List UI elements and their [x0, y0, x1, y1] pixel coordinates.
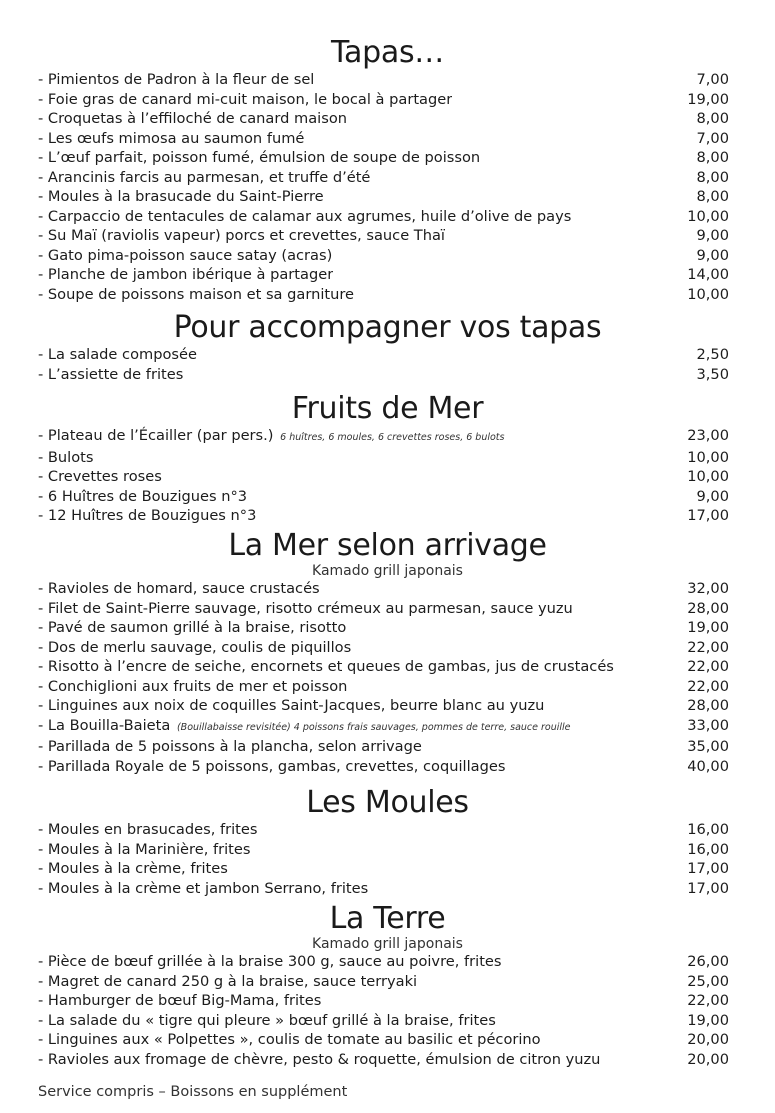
menu-item-name: - Moules à la crème et jambon Serrano, frites [38, 879, 369, 897]
menu-item-price: 10,00 [687, 468, 729, 485]
menu-item-name: - 12 Huîtres de Bouzigues n°3 [38, 507, 257, 524]
menu-section [0, 392, 775, 526]
menu-item [0, 207, 775, 227]
menu-item [0, 991, 775, 1011]
menu-item-price: 17,00 [687, 860, 729, 877]
menu-item-price: 9,00 [696, 487, 729, 505]
menu-section [0, 311, 775, 384]
menu-item-name: - Pièce de bœuf grillée à la braise 300 g, sauce au poivre, frites [38, 953, 502, 970]
menu-item-left [38, 599, 573, 619]
menu-item [0, 757, 775, 777]
menu-item-left [38, 90, 452, 110]
menu-item-left [38, 285, 354, 305]
menu-item-name: - Hamburger de bœuf Big-Mama, frites [38, 992, 322, 1009]
menu-item-price: 8,00 [696, 149, 729, 166]
menu-item-name: - Su Maï (raviolis vapeur) porcs et crevettes, sauce Thaï [38, 227, 445, 244]
menu-item-left [38, 991, 321, 1011]
menu-item-price: 19,00 [687, 1011, 729, 1029]
section-title: La Mer selon arrivage [228, 528, 547, 563]
menu-item-left [38, 365, 183, 385]
menu-item [0, 265, 775, 285]
menu-item-left [38, 487, 247, 507]
menu-item [0, 677, 775, 697]
menu-item-price: 8,00 [696, 188, 729, 205]
menu-item-price: 19,00 [687, 619, 729, 636]
menu-item [0, 879, 775, 899]
menu-item-price: 33,00 [687, 716, 729, 734]
menu-item-price: 16,00 [687, 840, 729, 858]
menu-item [0, 840, 775, 860]
menu-item [0, 365, 775, 385]
menu-item-left [38, 1011, 496, 1031]
menu-item [0, 187, 775, 207]
menu-item-left [38, 638, 351, 658]
menu-item-left [38, 426, 505, 448]
menu-item-left [38, 1050, 600, 1070]
menu-item [0, 579, 775, 599]
menu-item-left [38, 226, 445, 246]
menu-item [0, 716, 775, 738]
menu-item-note: 6 huîtres, 6 moules, 6 crevettes roses, 6 bulots [280, 432, 505, 443]
menu-item [0, 226, 775, 246]
menu-item-name: - Moules à la crème, frites [38, 860, 228, 877]
menu-section [0, 36, 775, 304]
menu-item-price: 9,00 [696, 246, 729, 264]
section-title: Les Moules [306, 785, 469, 820]
menu-item-left [38, 696, 544, 716]
menu-item-left [38, 207, 571, 227]
menu-item-price: 26,00 [687, 953, 729, 970]
section-title: Tapas… [331, 35, 444, 70]
menu-item-price: 7,00 [696, 129, 729, 147]
menu-item-left [38, 506, 256, 526]
menu-item-price: 23,00 [687, 427, 729, 444]
menu-item-price: 35,00 [687, 738, 729, 755]
menu-item-name: - Parillada de 5 poissons à la plancha, selon arrivage [38, 738, 422, 755]
menu-item-left [38, 129, 304, 149]
menu-item-price: 17,00 [687, 879, 729, 897]
section-subtitle: Kamado grill japonais [312, 936, 463, 952]
menu-item-name: - Foie gras de canard mi-cuit maison, le bocal à partager [38, 90, 453, 108]
menu-item [0, 448, 775, 468]
menu-item-price: 10,00 [687, 285, 729, 303]
menu-item [0, 638, 775, 658]
menu-section [0, 786, 775, 898]
menu-item-left [38, 168, 370, 188]
section-subtitle: Kamado grill japonais [312, 563, 463, 579]
menu-item-name: - La salade du « tigre qui pleure » bœuf grillé à la braise, frites [38, 1011, 496, 1029]
menu-item-left [38, 148, 480, 168]
menu-item-name: - Moules en brasucades, frites [38, 821, 258, 838]
menu-item-name: - Croquetas à l’effiloché de canard maison [38, 110, 348, 127]
menu-item-left [38, 757, 505, 777]
menu-item [0, 952, 775, 972]
menu-item-left [38, 1030, 541, 1050]
menu-item-price: 7,00 [696, 71, 729, 88]
menu-item [0, 1011, 775, 1031]
menu-footer: Service compris – Boissons en supplément [38, 1084, 348, 1100]
menu-item-name: - Moules à la brasucade du Saint-Pierre [38, 188, 324, 205]
menu-item [0, 70, 775, 90]
menu-item-left [38, 618, 346, 638]
menu-item-name: - Ravioles aux fromage de chèvre, pesto & roquette, émulsion de citron yuzu [38, 1050, 601, 1068]
menu-item [0, 859, 775, 879]
menu-item-left [38, 345, 197, 365]
menu-item-left [38, 737, 422, 757]
menu-item [0, 657, 775, 677]
menu-item-left [38, 972, 417, 992]
menu-item-name: - La Bouilla-Baieta [38, 716, 171, 734]
menu-item-left [38, 859, 228, 879]
menu-item [0, 972, 775, 992]
menu-item [0, 487, 775, 507]
menu-item-price: 22,00 [687, 658, 729, 675]
menu-item-price: 3,50 [696, 365, 729, 383]
menu-item-name: - Arancinis farcis au parmesan, et truffe d’été [38, 168, 371, 186]
menu-item-price: 14,00 [687, 266, 729, 283]
menu-section [0, 902, 775, 1069]
menu-item-left [38, 265, 333, 285]
menu-item-note: (Bouillabaisse revisitée) 4 poissons frais sauvages, pommes de terre, sauce rouille [176, 721, 571, 733]
menu-item-price: 22,00 [687, 992, 729, 1009]
menu-item-name: - Soupe de poissons maison et sa garniture [38, 285, 355, 303]
menu-item-price: 10,00 [687, 207, 729, 225]
menu-item [0, 285, 775, 305]
menu-item-name: - Planche de jambon ibérique à partager [38, 266, 334, 283]
menu-item [0, 345, 775, 365]
menu-item-name: - Carpaccio de tentacules de calamar aux agrumes, huile d’olive de pays [38, 207, 572, 225]
menu-item-price: 28,00 [687, 599, 729, 617]
menu-item-price: 22,00 [687, 638, 729, 656]
menu-item-left [38, 448, 93, 468]
menu-item-price: 8,00 [696, 110, 729, 127]
menu-item [0, 696, 775, 716]
menu-item-price: 8,00 [696, 168, 729, 186]
menu-item-left [38, 70, 314, 90]
menu-item-left [38, 109, 347, 129]
menu-item-left [38, 840, 250, 860]
menu-item-name: - Crevettes roses [38, 468, 162, 485]
menu-item-price: 2,50 [696, 346, 729, 363]
menu-item-price: 20,00 [687, 1050, 729, 1068]
menu-item [0, 168, 775, 188]
menu-item-left [38, 246, 332, 266]
menu-item-name: - La salade composée [38, 346, 197, 363]
menu-item-price: 19,00 [687, 90, 729, 108]
menu-item-price: 32,00 [687, 580, 729, 597]
menu-item-price: 40,00 [687, 757, 729, 775]
menu-item-price: 10,00 [687, 448, 729, 466]
menu-item-name: - Pavé de saumon grillé à la braise, risotto [38, 619, 347, 636]
menu-item-name: - Ravioles de homard, sauce crustacés [38, 580, 320, 597]
menu-item-name: - Gato pima-poisson sauce satay (acras) [38, 246, 333, 264]
menu-item-left [38, 820, 257, 840]
menu-item [0, 618, 775, 638]
menu-item-left [38, 716, 571, 738]
menu-item [0, 506, 775, 526]
menu-item-name: - 6 Huîtres de Bouzigues n°3 [38, 487, 248, 505]
menu-item-price: 17,00 [687, 507, 729, 524]
menu-item-price: 22,00 [687, 677, 729, 695]
section-title: Fruits de Mer [291, 391, 484, 426]
menu-item [0, 1030, 775, 1050]
menu-item-name: - L’œuf parfait, poisson fumé, émulsion de soupe de poisson [38, 149, 481, 166]
menu-item-name: - Pimientos de Padron à la fleur de sel [38, 71, 315, 88]
menu-item [0, 129, 775, 149]
menu-item [0, 820, 775, 840]
menu-item-name: - Magret de canard 250 g à la braise, sauce terryaki [38, 972, 418, 990]
menu-item-left [38, 579, 320, 599]
menu-item-price: 16,00 [687, 821, 729, 838]
menu-item [0, 148, 775, 168]
menu-item [0, 737, 775, 757]
menu-item-name: - Dos de merlu sauvage, coulis de piquillos [38, 638, 352, 656]
menu-item-name: - Linguines aux « Polpettes », coulis de tomate au basilic et pécorino [38, 1031, 541, 1048]
menu-item-left [38, 657, 614, 677]
menu-item [0, 246, 775, 266]
menu-item [0, 109, 775, 129]
menu-item-price: 20,00 [687, 1031, 729, 1048]
menu-item-price: 9,00 [696, 227, 729, 244]
menu-section [0, 529, 775, 776]
section-title: Pour accompagner vos tapas [173, 310, 602, 345]
menu-item-name: - Risotto à l’encre de seiche, encornets et queues de gambas, jus de crustacés [38, 658, 614, 675]
menu-item-left [38, 879, 368, 899]
menu-item [0, 426, 775, 448]
menu-item-name: - Moules à la Marinière, frites [38, 840, 251, 858]
menu-item-price: 25,00 [687, 972, 729, 990]
menu-item-name: - Filet de Saint-Pierre sauvage, risotto crémeux au parmesan, sauce yuzu [38, 599, 573, 617]
menu-item [0, 467, 775, 487]
menu-item-name: - L’assiette de frites [38, 365, 184, 383]
menu-item-name: - Linguines aux noix de coquilles Saint-Jacques, beurre blanc au yuzu [38, 697, 545, 714]
menu-item [0, 599, 775, 619]
menu-item [0, 90, 775, 110]
menu-item-left [38, 187, 324, 207]
menu-item-name: - Parillada Royale de 5 poissons, gambas, crevettes, coquillages [38, 757, 506, 775]
menu-item-name: - Plateau de l’Écailler (par pers.) [38, 427, 274, 444]
menu-item-left [38, 677, 347, 697]
menu-item-name: - Les œufs mimosa au saumon fumé [38, 129, 305, 147]
menu-item [0, 1050, 775, 1070]
menu-item-name: - Conchiglioni aux fruits de mer et poisson [38, 677, 348, 695]
menu-item-left [38, 467, 162, 487]
menu-item-left [38, 952, 502, 972]
menu-item-name: - Bulots [38, 448, 94, 466]
menu-item-price: 28,00 [687, 697, 729, 714]
section-title: La Terre [329, 901, 446, 936]
